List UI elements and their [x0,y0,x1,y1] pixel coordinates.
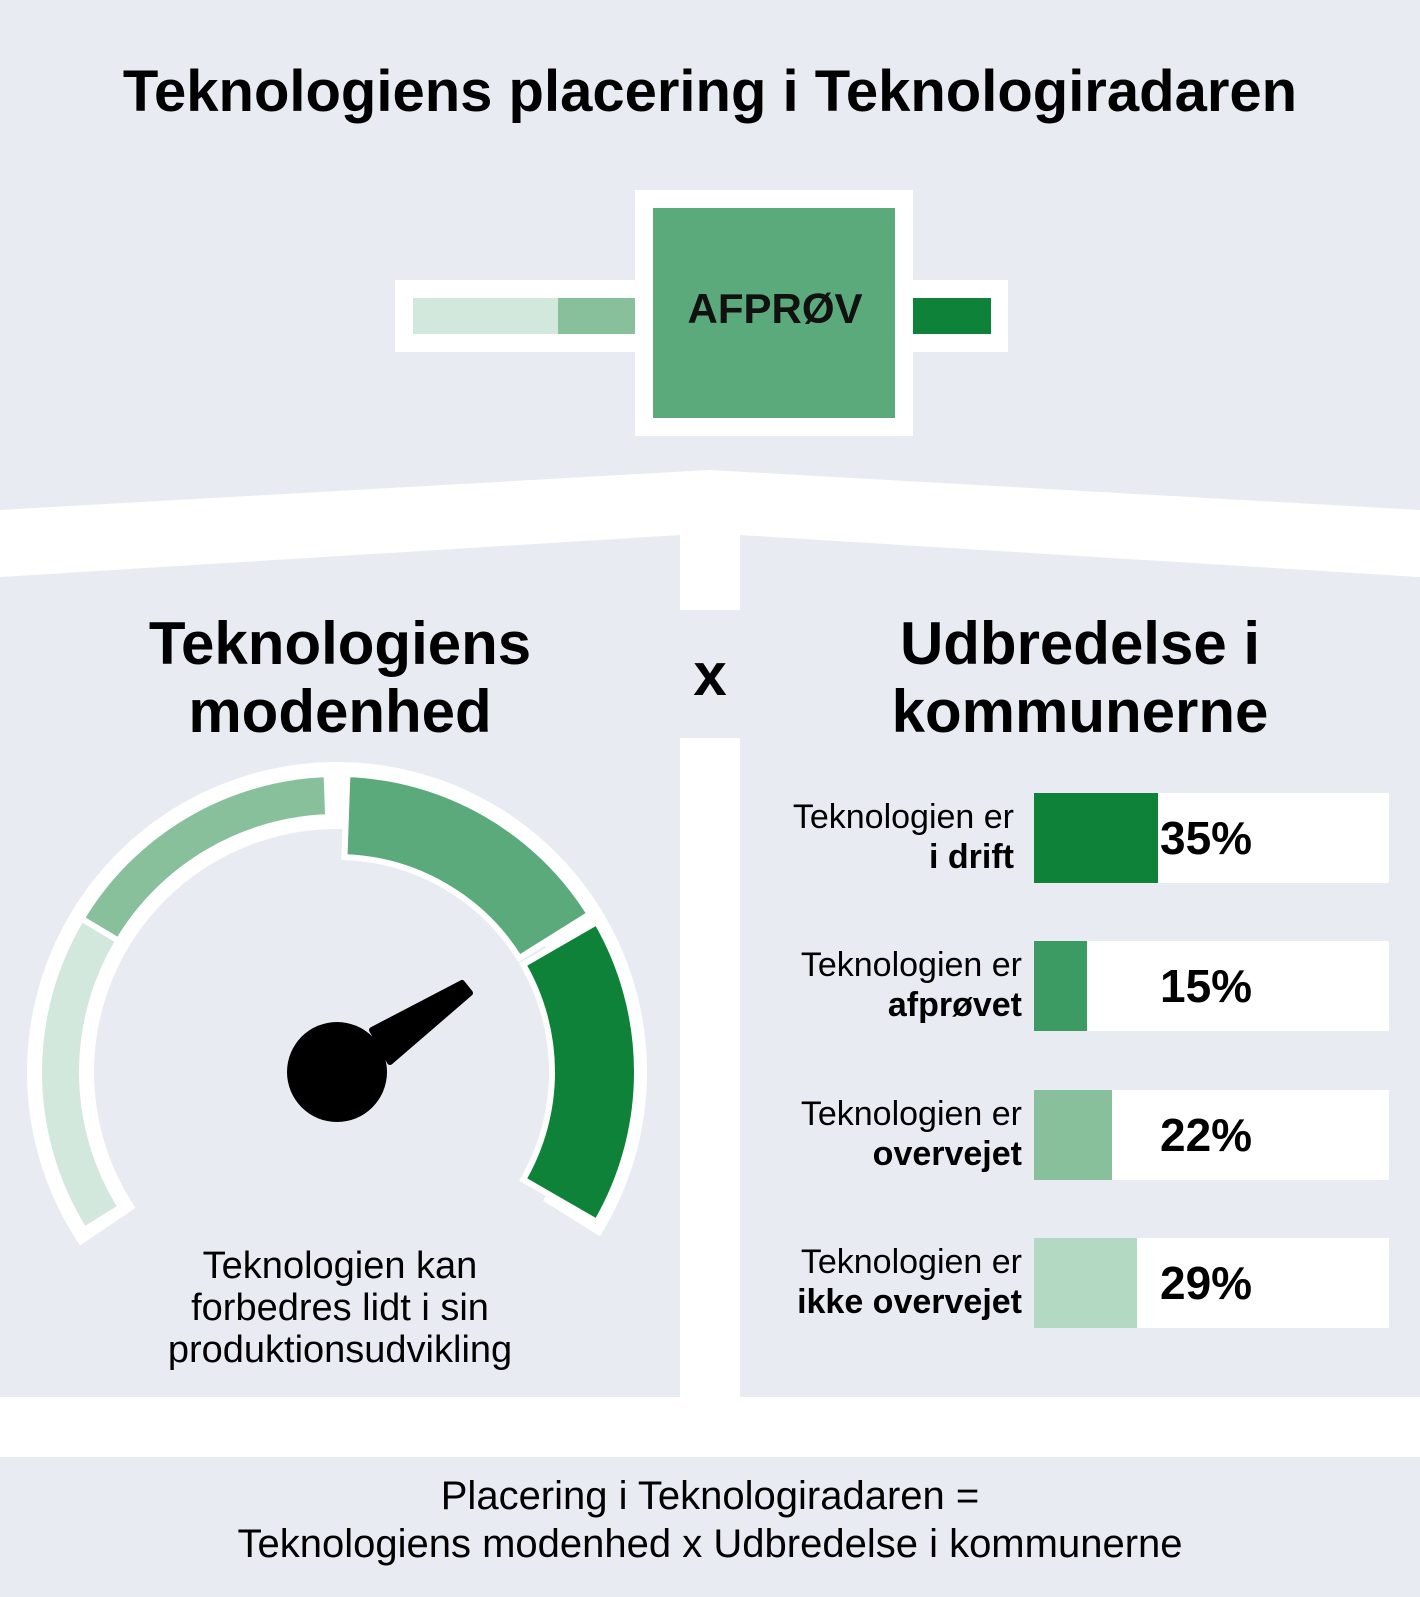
adoption-row-label [801,1094,1022,1174]
adoption-title-line1: Udbredelse i [899,610,1261,677]
adoption-bar-fill [1034,1090,1112,1180]
adoption-row-label [797,1242,1022,1322]
formula-line1: Placering i Teknologiradaren = [440,1474,980,1518]
formula [0,1472,1420,1568]
maturity-title-line2: modenhed [188,678,492,745]
adoption-title [780,610,1380,746]
adoption-row-label-strong: i drift [929,838,1014,876]
adoption-row [740,793,1390,883]
rung-1 [413,298,558,334]
adoption-bar-value: 15% [1160,960,1253,1012]
adoption-row [740,1090,1390,1180]
maturity-caption-line3: produktionsudvikling [167,1329,513,1371]
adoption-bar-value: 22% [1160,1109,1253,1161]
adoption-bar-fill [1034,941,1087,1031]
adoption-row-label-strong: afprøvet [887,986,1022,1024]
formula-line2: Teknologiens modenhed x Udbredelse i kommunerne [237,1522,1183,1566]
rung-4 [913,298,991,334]
gauge-hub [287,1022,387,1122]
adoption-row-label-prefix: Teknologien er [800,1243,1022,1281]
maturity-caption-line2: forbedres lidt i sin [191,1287,489,1329]
adoption-row-label-strong: ikke overvejet [797,1283,1022,1321]
adoption-row-label [793,797,1014,877]
maturity-title-line1: Teknologiens [148,610,532,677]
operator-symbol: x [693,641,727,708]
adoption-row [740,941,1390,1031]
maturity-caption [40,1245,640,1371]
rung-2 [558,298,638,334]
adoption-row [740,1238,1390,1328]
maturity-title [40,610,640,746]
maturity-caption-line1: Teknologien kan [202,1245,478,1287]
adoption-bar-fill [1034,1238,1137,1328]
adoption-row-label-prefix: Teknologien er [792,798,1014,836]
adoption-bar-fill [1034,793,1158,883]
page-title: Teknologiens placering i Teknologiradaren [122,59,1298,124]
adoption-row-label-prefix: Teknologien er [800,1095,1022,1133]
radar-position-label: AFPRØV [687,285,863,332]
adoption-row-label-prefix: Teknologien er [800,946,1022,984]
adoption-bar-value: 29% [1160,1257,1253,1309]
adoption-bar-value: 35% [1160,812,1253,864]
adoption-row-label-strong: overvejet [872,1135,1022,1173]
adoption-title-line2: kommunerne [891,678,1269,745]
adoption-row-label [801,945,1022,1025]
